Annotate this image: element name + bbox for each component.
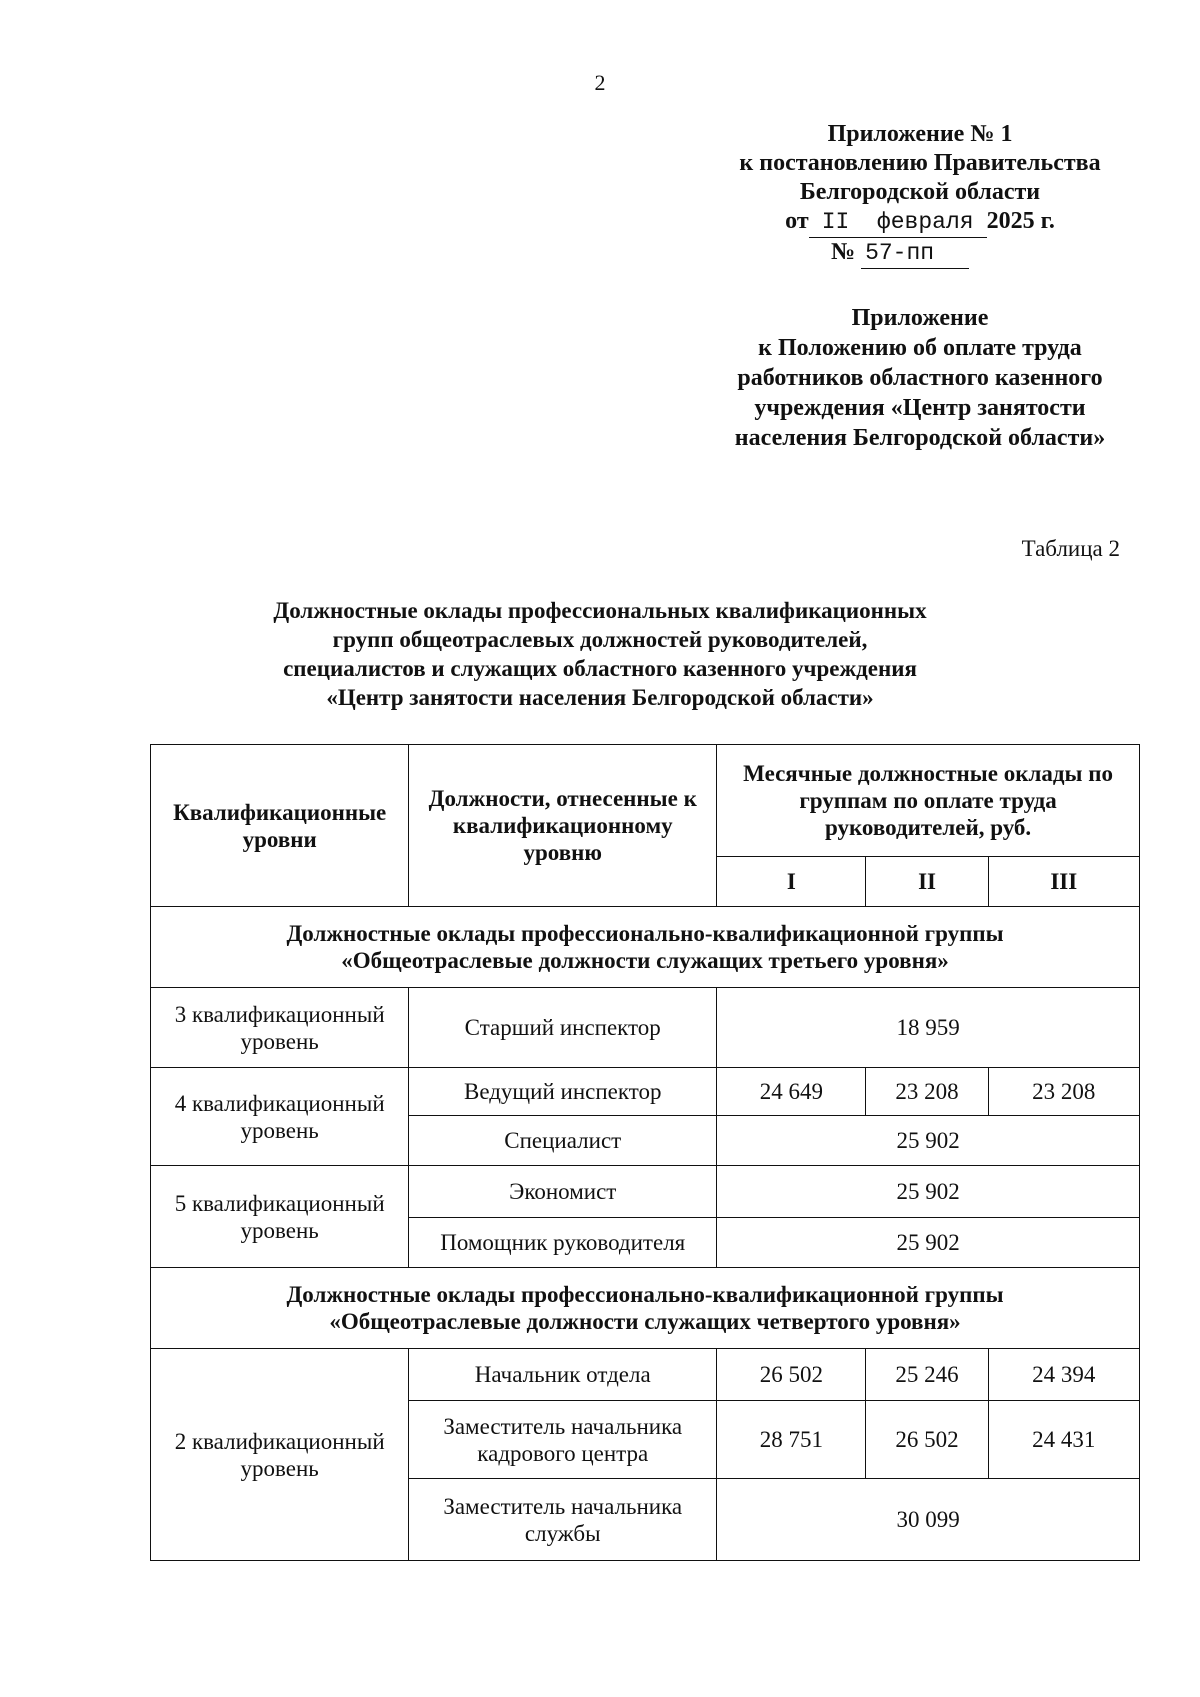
group-row bbox=[151, 1268, 1140, 1349]
salary-cell: 25 902 bbox=[717, 1116, 1140, 1166]
level-cell: 4 квалификационный уровень bbox=[151, 1068, 409, 1166]
group-third-level bbox=[151, 907, 1140, 988]
annex-2-line-4: населения Белгородской области» bbox=[734, 425, 1106, 451]
salary-cell: 25 902 bbox=[717, 1218, 1140, 1268]
salary-cell-g3: 23 208 bbox=[988, 1068, 1139, 1116]
position-cell: Специалист bbox=[409, 1116, 717, 1166]
annex-2-header bbox=[700, 303, 1140, 453]
level-cell: 5 квалификационный уровень bbox=[151, 1166, 409, 1268]
date-handwritten: II февраля bbox=[809, 208, 987, 238]
position-cell: Помощник руководителя bbox=[409, 1218, 717, 1268]
level-cell: 3 квалификационный уровень bbox=[151, 988, 409, 1068]
annex-1-date bbox=[700, 207, 1140, 238]
position-cell: Заместитель начальника службы bbox=[409, 1479, 717, 1561]
salary-cell-g2: 23 208 bbox=[866, 1068, 988, 1116]
group-line-2: «Общеотраслевые должности служащих третьего уровня» bbox=[341, 948, 949, 973]
salary-cell-g2: 26 502 bbox=[866, 1401, 988, 1479]
table-row bbox=[151, 1349, 1140, 1401]
salary-cell-g1: 28 751 bbox=[717, 1401, 866, 1479]
header-position: Должности, отнесенные к квалификационному уровню bbox=[409, 745, 717, 907]
title-line-2: групп общеотраслевых должностей руководителей, bbox=[332, 627, 868, 652]
title-line-3: специалистов и служащих областного казенного учреждения bbox=[283, 656, 917, 681]
header-level: Квалификационные уровни bbox=[151, 745, 409, 907]
salary-cell: 18 959 bbox=[717, 988, 1140, 1068]
position-cell: Старший инспектор bbox=[409, 988, 717, 1068]
header-group-1: I bbox=[717, 857, 866, 907]
group-fourth-level bbox=[151, 1268, 1140, 1349]
annex-1-header bbox=[700, 120, 1140, 269]
number-handwritten: 57-пп bbox=[861, 239, 969, 269]
annex-2-line-2: работников областного казенного bbox=[737, 365, 1103, 391]
title-line-4: «Центр занятости населения Белгородской области» bbox=[326, 685, 874, 710]
annex-2-line-3: учреждения «Центр занятости bbox=[754, 395, 1086, 421]
group-line-2: «Общеотраслевые должности служащих четвертого уровня» bbox=[329, 1309, 961, 1334]
salary-cell: 25 902 bbox=[717, 1166, 1140, 1218]
annex-1-title: Приложение № 1 bbox=[827, 121, 1013, 147]
group-line-1: Должностные оклады профессионально-квалификационной группы bbox=[286, 921, 1004, 946]
group-row bbox=[151, 907, 1140, 988]
header-group-2: II bbox=[866, 857, 988, 907]
salary-cell-g3: 24 394 bbox=[988, 1349, 1139, 1401]
salary-cell-g2: 25 246 bbox=[866, 1349, 988, 1401]
level-cell: 2 квалификационный уровень bbox=[151, 1349, 409, 1561]
annex-1-number bbox=[700, 238, 1140, 269]
title-line-1: Должностные оклады профессиональных квалификационных bbox=[273, 598, 927, 623]
salary-cell-g3: 24 431 bbox=[988, 1401, 1139, 1479]
position-cell: Заместитель начальника кадрового центра bbox=[409, 1401, 717, 1479]
annex-1-line-1: к постановлению Правительства bbox=[739, 150, 1101, 176]
annex-2-title: Приложение bbox=[851, 305, 989, 331]
salary-cell-g1: 24 649 bbox=[717, 1068, 866, 1116]
salary-cell-g1: 26 502 bbox=[717, 1349, 866, 1401]
date-suffix: 2025 г. bbox=[986, 208, 1055, 234]
annex-1-line-2: Белгородской области bbox=[799, 179, 1041, 205]
position-cell: Экономист bbox=[409, 1166, 717, 1218]
header-salary: Месячные должностные оклады по группам по оплате труда руководителей, руб. bbox=[717, 745, 1140, 857]
header-row bbox=[151, 745, 1140, 857]
document-title bbox=[150, 596, 1050, 712]
salary-cell: 30 099 bbox=[717, 1479, 1140, 1561]
position-cell: Начальник отдела bbox=[409, 1349, 717, 1401]
annex-2-line-1: к Положению об оплате труда bbox=[758, 335, 1082, 361]
date-prefix: от bbox=[785, 208, 809, 234]
table-label: Таблица 2 bbox=[1021, 536, 1120, 561]
position-cell: Ведущий инспектор bbox=[409, 1068, 717, 1116]
table-row bbox=[151, 1166, 1140, 1218]
number-prefix: № bbox=[830, 239, 856, 265]
group-line-1: Должностные оклады профессионально-квалификационной группы bbox=[286, 1282, 1004, 1307]
salary-table bbox=[150, 744, 1140, 1561]
header-group-3: III bbox=[988, 857, 1139, 907]
page-number: 2 bbox=[594, 70, 606, 95]
table-row bbox=[151, 988, 1140, 1068]
table-row bbox=[151, 1068, 1140, 1116]
